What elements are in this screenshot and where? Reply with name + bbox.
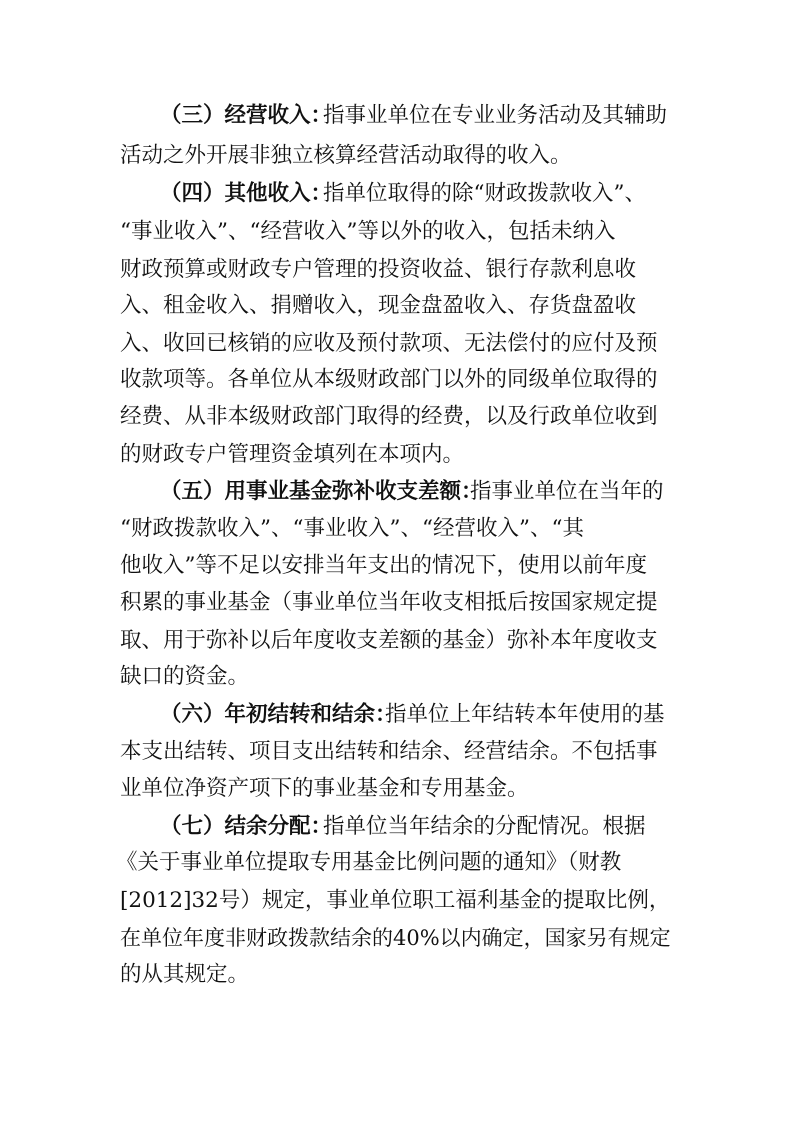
- line-text: 他收入”等不足以安排当年支出的情况下，使用以前年度: [120, 553, 647, 578]
- line-text: “事业收入”、“经营收入”等以外的收入，包括未纳入: [120, 219, 616, 244]
- line-text: 在单位年度非财政拨款结余的40%以内确定，国家另有规定: [120, 926, 671, 950]
- section-heading: （四）其他收入：: [160, 181, 333, 206]
- section-heading: （六）年初结转和结余：: [160, 702, 397, 727]
- line-text: 指单位当年结余的分配情况。根据: [323, 814, 646, 839]
- line-text: 入、租金收入、捐赠收入，现金盘盈收入、存货盘盈收: [120, 293, 637, 318]
- line-text: 指事业单位在专业业务活动及其辅助: [323, 103, 668, 128]
- line-text: 活动之外开展非独立核算经营活动取得的收入。: [120, 143, 572, 168]
- line-text: 指事业单位在当年的: [470, 479, 664, 504]
- line-text: 缺口的资金。: [120, 664, 250, 689]
- line-text: 入、收回已核销的应收及预付款项、无法偿付的应付及预: [120, 331, 658, 356]
- line-text: 积累的事业基金（事业单位当年收支相抵后按国家规定提: [120, 590, 658, 615]
- section-heading: （三）经营收入：: [160, 103, 333, 128]
- line-text: 《关于事业单位提取专用基金比例问题的通知》（财教: [116, 850, 622, 875]
- line-text: 的财政专户管理资金填列在本项内。: [120, 442, 465, 467]
- line-text: 收款项等。各单位从本级财政部门以外的同级单位取得的: [120, 367, 658, 392]
- line-text: 本支出结转、项目支出结转和结余、经营结余。不包括事: [120, 739, 658, 764]
- line-text: 财政预算或财政专户管理的投资收益、银行存款利息收: [120, 257, 637, 282]
- line-text: 取、用于弥补以后年度收支差额的基金）弥补本年度收支: [120, 628, 658, 653]
- section-heading: （七）结余分配：: [160, 814, 333, 839]
- line-text: 业单位净资产项下的事业基金和专用基金。: [120, 776, 529, 801]
- line-text: 指单位取得的除“财政拨款收入”、: [323, 181, 646, 206]
- line-text: [2012]32号）规定，事业单位职工福利基金的提取比例，: [120, 888, 671, 913]
- section-heading: （五）用事业基金弥补收支差额：: [160, 479, 483, 504]
- line-text: 的从其规定。: [120, 962, 250, 987]
- line-text: 经费、从非本级财政部门取得的经费，以及行政单位收到: [120, 404, 658, 429]
- line-text: “财政拨款收入”、“事业收入”、“经营收入”、“其: [120, 516, 584, 541]
- line-text: 指单位上年结转本年使用的基: [385, 702, 665, 727]
